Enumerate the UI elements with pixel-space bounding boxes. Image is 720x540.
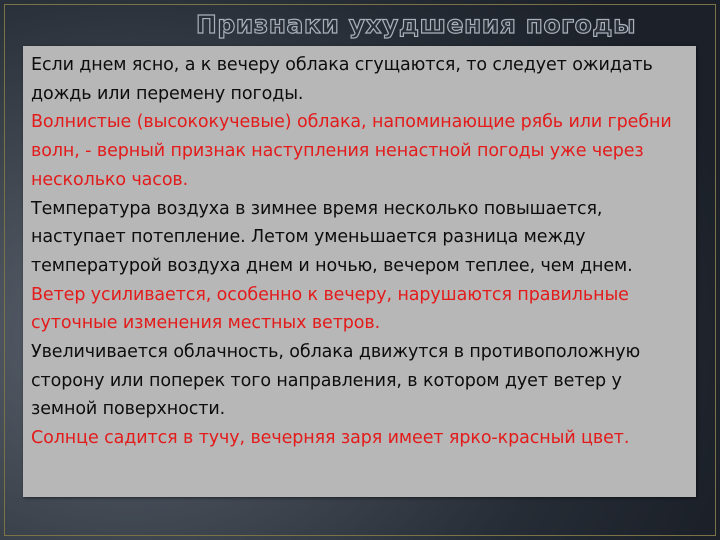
paragraph-sunset: Солнце садится в тучу, вечерняя заря имеет ярко-красный цвет. [31, 428, 630, 449]
paragraph-temperature: Температура воздуха в зимнее время несколько повышается, наступает потепление. Летом уменьшается разница между температурой воздуха днем и ночью, вечером теплее, чем днем. [31, 198, 633, 276]
paragraph-wind: Ветер усиливается, особенно к вечеру, нарушаются правильные суточные изменения местных ветров. [31, 284, 629, 334]
paragraph-clouds-thicken: Если днем ясно, а к вечеру облака сгущаются, то следует ожидать дождь или перемену погоды. [31, 55, 653, 104]
paragraph-wavy-clouds: Волнистые (высококучевые) облака, напоминающие рябь или гребни волн, - верный признак наступления ненастной погоды уже через несколько часов. [31, 112, 672, 190]
content-box [23, 46, 696, 497]
slide-title: Признаки ухудшения погоды [195, 10, 637, 39]
paragraph-cloudiness: Увеличивается облачность, облака движутся в противоположную сторону или поперек того направления, в котором дует ветер у земной поверхности. [31, 342, 641, 420]
